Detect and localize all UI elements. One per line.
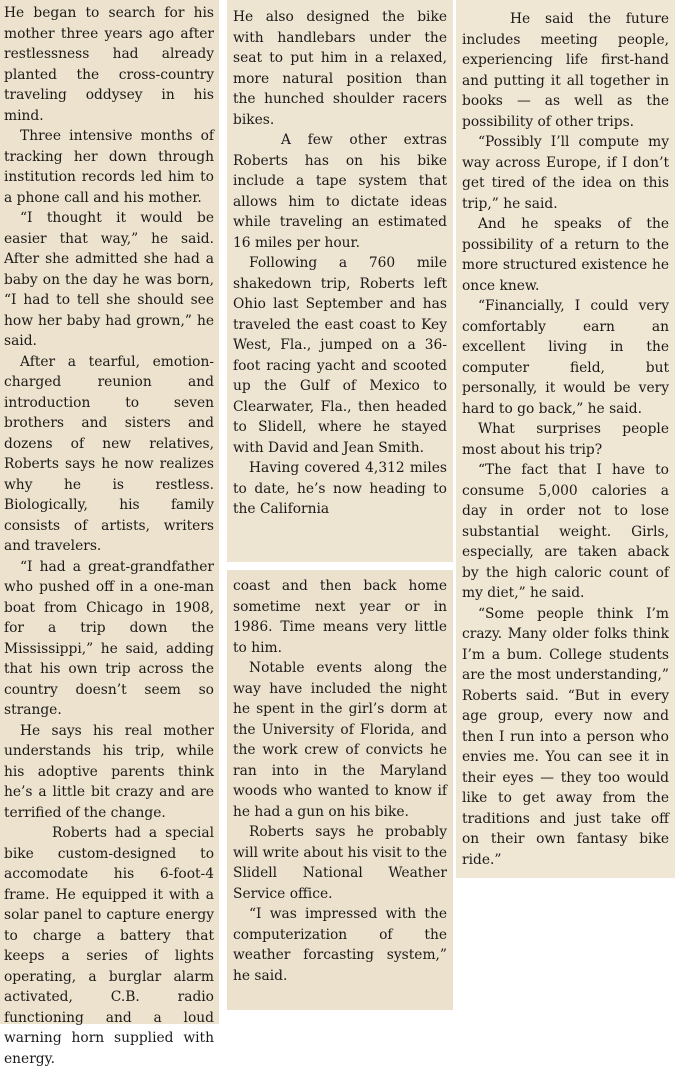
clipping-column-2-bottom	[227, 570, 453, 1010]
clipping-column-3	[456, 0, 675, 878]
article-paragraph: “I had a great-grandfather who pushed off in a one-man boat from Chicago in 1908, for a trip down the Mississippi,” he said, adding that his own trip across the country doesn’t seem so strange.	[4, 558, 214, 718]
article-paragraph: “Possibly I’ll compute my way across Europe, if I don’t get tired of the idea on this trip,” he said.	[462, 134, 669, 212]
column-2-bottom-text	[233, 576, 447, 986]
clipping-column-2-top	[227, 0, 453, 562]
article-paragraph: “The fact that I have to consume 5,000 calories a day in order not to lose substantial weight. Girls, especially, are taken aback by the high caloric count of my diet,” he said.	[462, 462, 669, 601]
article-paragraph: He says his real mother understands his trip, while his adoptive parents think he’s a little bit crazy and are terrified of the change.	[4, 722, 214, 821]
article-paragraph: Three intensive months of tracking her down through institution records led him to a phone call and his mother.	[4, 128, 214, 206]
article-paragraph: coast and then back home sometime next year or in 1986. Time means very little to him.	[233, 578, 447, 656]
article-paragraph: Having covered 4,312 miles to date, he’s now heading to the California	[233, 460, 447, 517]
article-paragraph: “Financially, I could very comfortably earn an excellent living in the computer field, but personally, it would be very hard to go back,” he said.	[462, 298, 669, 417]
column-1-text	[4, 3, 214, 1069]
article-paragraph: “I thought it would be easier that way,” he said. After she admitted she had a baby on the day he was born, “I had to tell she should see how her baby had grown,” he said.	[4, 210, 214, 349]
article-paragraph: He also designed the bike with handlebars under the seat to put him in a relaxed, more natural position than the hunched shoulder racers bikes.	[233, 9, 447, 128]
article-paragraph: What surprises people most about his trip?	[462, 421, 669, 458]
article-paragraph: Roberts says he probably will write about his visit to the Slidell National Weather Service office.	[233, 824, 447, 902]
column-3-text	[462, 9, 669, 870]
article-paragraph: Following a 760 mile shakedown trip, Roberts left Ohio last September and has traveled the east coast to Key West, Fla., jumped on a 36-foot racing yacht and scooted up the Gulf of Mexico to Clearwater, Fla., then headed to Slidell, where he stayed with David and Jean Smith.	[233, 255, 447, 456]
article-paragraph: Notable events along the way have included the night he spent in the girl’s dorm at the University of Florida, and the work crew of convicts he ran into in the Maryland woods who wanted to know if he had a gun on his bike.	[233, 660, 447, 820]
clipping-column-1	[0, 0, 219, 1067]
article-paragraph: After a tearful, emotion-charged reunion and introduction to seven brothers and sisters and dozens of new relatives, Roberts says he now realizes why he is restless. Biologically, his family consists of artists, writers and travelers.	[4, 353, 214, 554]
article-paragraph: “Some people think I’m crazy. Many older folks think I’m a bum. College students are the most understanding,” Roberts said. “But in every age group, every now and then I run into a person who envies me. You can see it in their eyes — they too would like to get away from the traditions and just take off on their own fantasy bike ride.”	[462, 605, 669, 868]
article-paragraph: “I was impressed with the computerization of the weather forcasting system,” he said.	[233, 906, 447, 984]
column-2-top-text	[233, 7, 447, 520]
article-paragraph: And he speaks of the possibility of a return to the more structured existence he once knew.	[462, 216, 669, 294]
article-paragraph: Roberts had a special bike custom-designed to accomodate his 6-foot-4 frame. He equipped it with a solar panel to capture energy to charge a battery that keeps a series of lights operating, a burglar alarm activated, C.B. radio functioning and a loud warning horn supplied with energy.	[4, 825, 214, 1067]
article-paragraph: A few other extras Roberts has on his bike include a tape system that allows him to dictate ideas while traveling an estimated 16 miles per hour.	[233, 132, 447, 251]
article-paragraph: He began to search for his mother three years ago after restlessness had already planted the cross-country traveling oddysey in his mind.	[4, 5, 214, 124]
article-paragraph: He said the future includes meeting people, experiencing life first-hand and putting it all together in books — as well as the possibility of other trips.	[462, 11, 669, 130]
